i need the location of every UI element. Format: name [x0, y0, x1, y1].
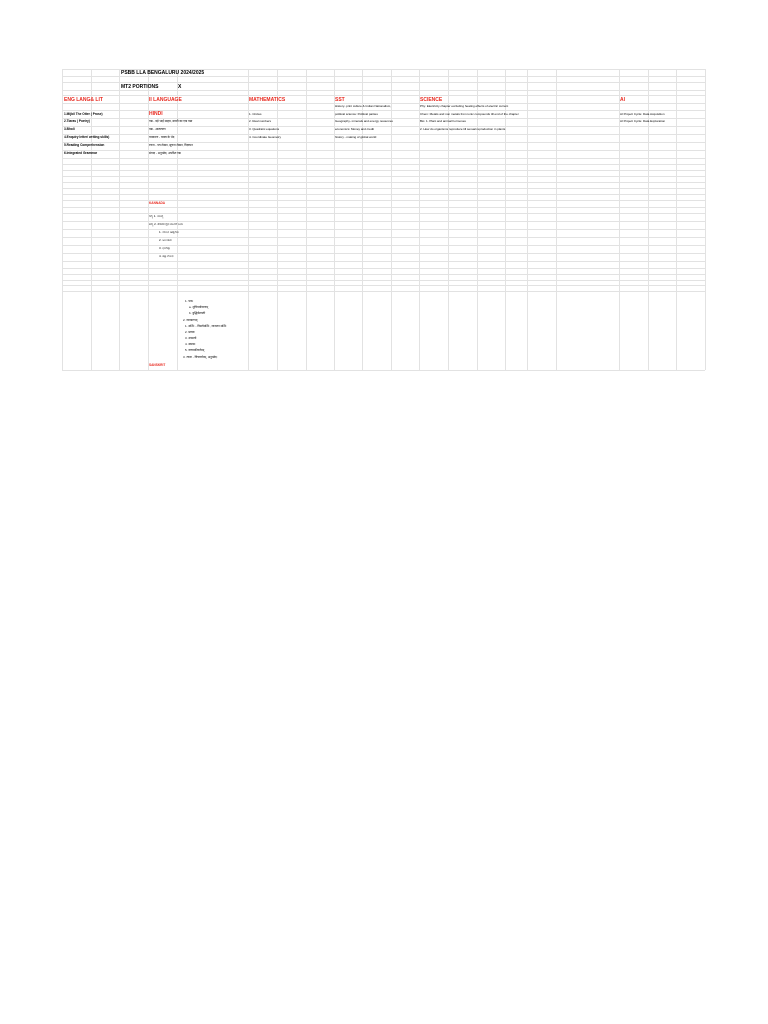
kannada-item: 1. ಲೇಖನ ಚಿಹ್ನೆಗಳು: [159, 230, 179, 234]
sanskrit-item: a. शुचिपर्यावरणम्: [189, 305, 209, 309]
grid-column-line: [277, 69, 278, 370]
header-science: SCIENCE: [420, 97, 443, 103]
grid-row-line: [62, 164, 705, 165]
grid-column-line: [391, 69, 392, 370]
english-item: 4.Enquiry letter/ writing skills): [64, 135, 110, 139]
grid-column-line: [527, 69, 528, 370]
sanskrit-item: 3. उपसर्गा:: [185, 336, 198, 340]
sst-item: history - making of global world: [335, 135, 377, 139]
ai-item: AI Project Cycle: Data Exploration: [620, 119, 666, 123]
grid-column-line: [306, 69, 307, 370]
english-item: 2.Tiaras ( Poetry): [64, 119, 90, 123]
grid-row-line: [62, 370, 705, 371]
english-item: 5.Reading Comprehension: [64, 143, 105, 147]
science-item: Phy: Electricity chapter excluding heating effects of electric current: [420, 104, 509, 108]
header-english: ENG LANG& LIT: [64, 97, 103, 103]
document-title: PSBB LLA BENGALURU 2024/2025: [121, 70, 205, 76]
header-mathematics: MATHEMATICS: [249, 97, 286, 103]
grid-row-line: [62, 90, 705, 91]
sanskrit-label: SANSKRIT: [149, 363, 166, 367]
english-item: 3.Bholi: [64, 127, 75, 131]
grid-row-line: [62, 76, 705, 77]
math-item: 3. Quadratic equations: [249, 127, 280, 131]
header-sst: SST: [335, 97, 345, 103]
spreadsheet: [62, 69, 705, 370]
sanskrit-item: 1. सन्धि: - विसर्गसन्धि:, व्यञ्जन सन्धि:: [185, 324, 227, 328]
math-item: 4. Coordinate Geometry: [249, 135, 282, 139]
hindi-item: पद्य - आत्मत्राण: [149, 127, 166, 131]
grid-row-line: [62, 291, 705, 292]
header-second-language: II LANGUAGE: [149, 97, 182, 103]
kannada-item: ಪದ್ಯ 2. ಕೌರವೇಂದ್ರನ ಕೊಂದೆ ನೀನು: [149, 222, 184, 226]
kannada-item: 4. ಪತ್ರ ಲೇಖನ: [159, 254, 174, 258]
math-item: 2. Real numbers: [249, 119, 272, 123]
grid-row-line: [62, 95, 705, 96]
hindi-item: गद्य - बड़े भाई साहब, डायरी का एक पन्ना: [149, 119, 193, 123]
sst-item: economics: Money and credit: [335, 127, 375, 131]
kannada-label: KANNADA: [149, 201, 166, 205]
science-item: 2. How do organisms reproduce till sexual reproduction in plants: [420, 127, 506, 131]
grid-column-line: [556, 69, 557, 370]
kannada-item: ಗದ್ಯ 1. ಯುದ್ಧ: [149, 214, 164, 218]
grid-column-line: [705, 69, 706, 370]
grid-row-line: [62, 182, 705, 183]
grid-row-line: [62, 285, 705, 286]
hindi-item: रचना - पत्र लेखन, सूचना लेखन, विज्ञापन: [149, 143, 193, 147]
math-item: 1. Circles: [249, 112, 262, 116]
english-item: 6.Integrated Grammar: [64, 151, 98, 155]
hindi-item: संवाद - अनुच्छेद, अपठित गद्य: [149, 151, 181, 155]
sanskrit-item: 2. प्रत्यय:: [185, 330, 196, 334]
sst-item: History- print culture & Indian Nationalism,: [335, 104, 392, 108]
grid-column-line: [676, 69, 677, 370]
ai-item: AI Project Cycle: Data Acquisition: [620, 112, 665, 116]
header-ai: AI: [620, 97, 625, 103]
grid-row-line: [62, 82, 705, 83]
kannada-item: 2. ಅಲಂಕಾರ: [159, 238, 172, 242]
grid-column-line: [119, 69, 120, 370]
grid-row-line: [62, 274, 705, 275]
grid-row-line: [62, 261, 705, 262]
grid-row-line: [62, 188, 705, 189]
sanskrit-item: 2. व्याकरणम्: [183, 318, 198, 322]
sanskrit-item: b. बुद्धिर्बलवती: [189, 311, 206, 315]
sst-item: political science: Political parties: [335, 112, 378, 116]
hindi-label: HINDI: [149, 111, 163, 117]
grid-row-line: [62, 176, 705, 177]
sst-item: Geography- minerals and energy resources: [335, 119, 393, 123]
grid-row-line: [62, 280, 705, 281]
science-item: Chem: Metals and non metals from ionic compounds till end of the chapter: [420, 112, 519, 116]
grid-column-line: [62, 69, 63, 370]
hindi-item: व्याकरण - वाक्य के भेद: [149, 135, 175, 139]
sanskrit-item: 3. रचना - चित्रवर्णनम्, अनुच्छेद:: [183, 355, 218, 359]
grid-row-line: [62, 207, 705, 208]
science-item: Bio: 1. Plant and animal hormones: [420, 119, 466, 123]
grid-row-line: [62, 158, 705, 159]
grid-column-line: [177, 69, 178, 370]
sanskrit-item: 5. वाच्यपरिवर्तनम्: [185, 348, 205, 352]
class-label: X: [178, 84, 182, 90]
english-item: 1.Mijbil The Otter ( Prose): [64, 112, 103, 116]
sanskrit-item: 4. समास:: [185, 342, 196, 346]
grid-row-line: [62, 268, 705, 269]
document-subtitle: MT2 PORTIONS: [121, 84, 159, 90]
sanskrit-item: 1. पाठ:: [185, 299, 194, 303]
kannada-item: 3. ಛಂದಸ್ಸು: [159, 246, 171, 250]
grid-row-line: [62, 170, 705, 171]
grid-row-line: [62, 194, 705, 195]
